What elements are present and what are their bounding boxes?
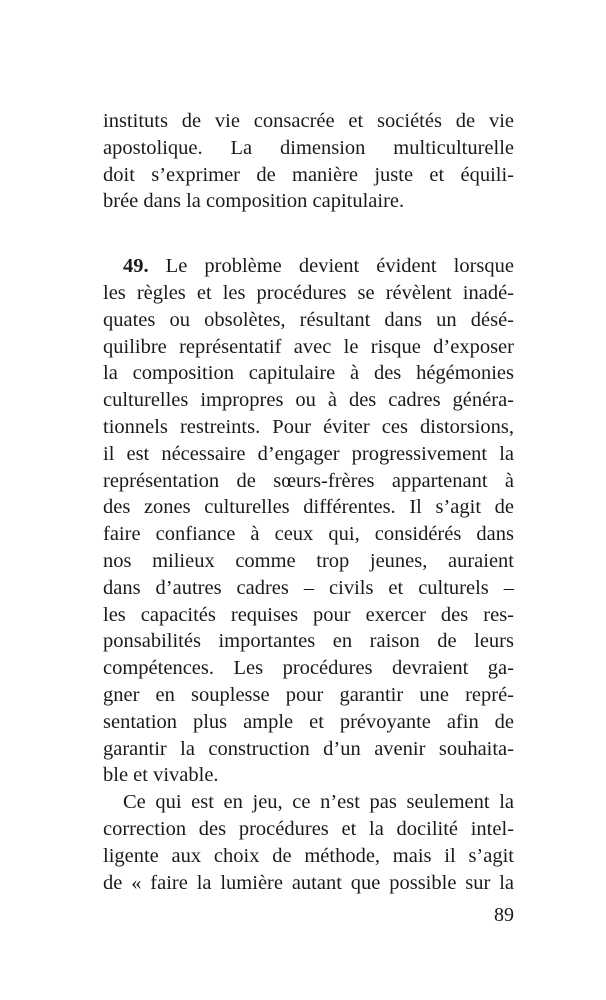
text-line: dans d’autres cadres – civils et culturels – xyxy=(103,576,514,599)
text-line: la composition capitulaire à des hégémonies xyxy=(103,362,514,385)
text-line: il est nécessaire d’engager progressivement la xyxy=(103,442,514,465)
text-line: de « faire la lumière autant que possible sur la xyxy=(103,871,514,894)
text-line xyxy=(103,253,514,280)
text-line: ble et vivable. xyxy=(103,764,219,787)
body-text xyxy=(103,108,514,896)
text-line: doit s’exprimer de manière juste et équili- xyxy=(103,163,514,186)
text-line: culturelles impropres ou à des cadres généra- xyxy=(103,389,514,412)
text-line: correction des procédures et la docilité intel- xyxy=(103,817,514,840)
text-line: gner en souplesse pour garantir une repré- xyxy=(103,683,514,706)
paragraph-number: 49. xyxy=(123,255,149,278)
text-line: quilibre représentatif avec le risque d’exposer xyxy=(103,335,514,358)
text-line: faire confiance à ceux qui, considérés dans xyxy=(103,523,514,546)
text-line: garantir la construction d’un avenir souhaita- xyxy=(103,737,514,760)
text-line: sentation plus ample et prévoyante afin de xyxy=(103,710,514,733)
text-line: compétences. Les procédures devraient ga- xyxy=(103,657,514,680)
page-number: 89 xyxy=(494,904,514,926)
text-line: les règles et les procédures se révèlent inadé- xyxy=(103,281,514,304)
paragraph-49 xyxy=(103,253,514,789)
text-line: brée dans la composition capitulaire. xyxy=(103,190,405,213)
text-line: ponsabilités importantes en raison de leurs xyxy=(103,630,514,653)
text-line: tionnels restreints. Pour éviter ces distorsions, xyxy=(103,415,514,438)
text-line: instituts de vie consacrée et sociétés de vie xyxy=(103,110,514,132)
text-line: les capacités requises pour exercer des res- xyxy=(103,603,514,626)
text-line: des zones culturelles différentes. Il s’agit de xyxy=(103,496,514,519)
text-line: représentation de sœurs-frères appartenant à xyxy=(103,469,514,492)
text-line: nos milieux comme trop jeunes, auraient xyxy=(103,549,514,572)
text-line-content: Le problème devient évident lorsque xyxy=(148,255,514,278)
text-line: ligente aux choix de méthode, mais il s’agit xyxy=(103,844,514,867)
text-line: apostolique. La dimension multiculturelle xyxy=(103,136,514,159)
paragraph xyxy=(103,789,514,896)
text-line: Ce qui est en jeu, ce n’est pas seulement la xyxy=(123,791,514,814)
text-line: quates ou obsolètes, résultant dans un désé- xyxy=(103,308,514,331)
paragraph-continued xyxy=(103,108,514,215)
